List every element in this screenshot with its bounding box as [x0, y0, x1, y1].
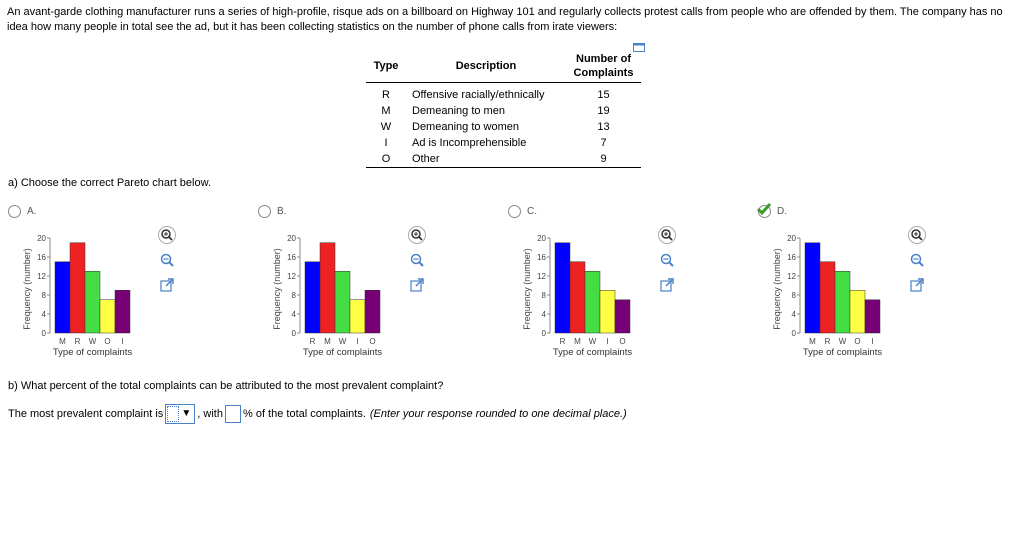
row-count: 9 — [566, 151, 641, 168]
bar-M — [320, 243, 335, 333]
row-description: Offensive racially/ethnically — [412, 89, 545, 101]
x-axis-label: Type of complaints — [802, 347, 883, 358]
radio-b[interactable] — [258, 205, 271, 218]
y-tick-label: 4 — [291, 310, 296, 319]
y-tick-label: 12 — [287, 272, 296, 281]
complaints-table — [366, 50, 641, 168]
radio-a[interactable] — [8, 205, 21, 218]
zoom-out-icon[interactable] — [408, 251, 426, 269]
y-axis-label: Frequency (number) — [772, 248, 782, 330]
x-tick-label: M — [59, 337, 66, 346]
zoom-in-icon[interactable] — [658, 226, 676, 244]
x-axis-label: Type of complaints — [302, 347, 383, 358]
y-axis-label: Frequency (number) — [272, 248, 282, 330]
question-b: b) What percent of the total complaints can be attributed to the most prevalent complaint? — [8, 380, 444, 392]
zoom-out-icon[interactable] — [158, 251, 176, 269]
x-tick-label: M — [324, 337, 331, 346]
row-type: O — [366, 151, 406, 168]
y-tick-label: 16 — [537, 253, 546, 262]
y-tick-label: 8 — [291, 291, 296, 300]
bar-O — [615, 300, 630, 333]
popout-icon[interactable] — [158, 276, 176, 294]
x-tick-label: I — [121, 337, 124, 346]
answer-line — [8, 404, 627, 424]
row-type: I — [384, 137, 388, 149]
x-tick-label: M — [574, 337, 581, 346]
bar-R — [555, 243, 570, 333]
x-tick-label: I — [871, 337, 874, 346]
x-tick-label: R — [74, 337, 81, 346]
bar-I — [865, 300, 880, 333]
y-tick-label: 0 — [791, 329, 796, 338]
checkmark-icon — [756, 202, 772, 216]
y-tick-label: 16 — [287, 253, 296, 262]
x-tick-label: W — [588, 337, 597, 346]
x-axis-label: Type of complaints — [552, 347, 633, 358]
zoom-controls-d — [908, 226, 930, 301]
x-tick-label: R — [309, 337, 316, 346]
percent-input[interactable] — [225, 405, 241, 423]
row-type: R — [382, 89, 390, 101]
y-tick-label: 4 — [541, 310, 546, 319]
header-count-label: Number of Complaints — [573, 53, 634, 79]
y-tick-label: 4 — [41, 310, 46, 319]
pareto-chart-b — [268, 227, 418, 387]
zoom-out-icon[interactable] — [658, 251, 676, 269]
y-tick-label: 8 — [791, 291, 796, 300]
bar-M — [55, 262, 70, 333]
select-focus-box — [167, 406, 179, 422]
rounding-instruction: (Enter your response rounded to one decimal place.) — [369, 408, 627, 420]
x-tick-label: M — [809, 337, 816, 346]
zoom-controls-c — [658, 226, 680, 301]
y-tick-label: 12 — [37, 272, 46, 281]
popout-icon[interactable] — [408, 276, 426, 294]
intro-text: An avant-garde clothing manufacturer runs a series of high-profile, risque ads on a billboard on Highway 101 and regularly collects protest calls from people who are offended by them. The company has no idea how many people in total see the ad, but it has been collecting statistics on the number of phone calls from irate viewers: — [7, 6, 1003, 33]
popout-icon[interactable] — [658, 276, 676, 294]
answer-suffix: % of the total complaints. — [242, 408, 366, 420]
option-label-a: A. — [27, 206, 37, 217]
row-description: Ad is Incomprehensible — [412, 137, 527, 149]
bar-I — [115, 290, 130, 333]
option-a[interactable] — [8, 205, 258, 370]
dropdown-arrow-icon: ▼ — [181, 408, 192, 419]
header-count — [566, 50, 641, 83]
row-count: 19 — [597, 105, 610, 117]
x-tick-label: O — [104, 337, 111, 346]
y-tick-label: 20 — [787, 234, 796, 243]
y-tick-label: 8 — [41, 291, 46, 300]
answer-prefix: The most prevalent complaint is — [8, 408, 164, 420]
popout-icon[interactable] — [908, 276, 926, 294]
option-c[interactable] — [508, 205, 758, 370]
y-tick-label: 20 — [37, 234, 46, 243]
zoom-out-icon[interactable] — [908, 251, 926, 269]
radio-c[interactable] — [508, 205, 521, 218]
bar-R — [70, 243, 85, 333]
bar-R — [305, 262, 320, 333]
x-tick-label: I — [356, 337, 359, 346]
row-count: 7 — [600, 137, 607, 149]
bar-W — [85, 271, 100, 333]
complaint-type-select[interactable] — [165, 404, 195, 424]
pareto-chart-c — [518, 227, 668, 387]
bar-O — [365, 290, 380, 333]
bar-M — [805, 243, 820, 333]
y-tick-label: 12 — [787, 272, 796, 281]
option-b[interactable] — [258, 205, 508, 370]
bar-M — [570, 262, 585, 333]
y-axis-label: Frequency (number) — [22, 248, 32, 330]
row-description: Demeaning to women — [412, 121, 520, 133]
y-tick-label: 0 — [291, 329, 296, 338]
zoom-controls-a — [158, 226, 180, 301]
question-a: a) Choose the correct Pareto chart below. — [8, 177, 211, 189]
x-axis-label: Type of complaints — [52, 347, 133, 358]
row-count: 15 — [597, 89, 610, 101]
y-axis-label: Frequency (number) — [522, 248, 532, 330]
x-tick-label: R — [824, 337, 831, 346]
bar-O — [100, 300, 115, 333]
y-tick-label: 12 — [537, 272, 546, 281]
bar-W — [585, 271, 600, 333]
x-tick-label: R — [559, 337, 566, 346]
pareto-chart-d — [768, 227, 918, 387]
option-label-c: C. — [527, 206, 537, 217]
option-label-d: D. — [777, 206, 787, 217]
x-tick-label: O — [854, 337, 861, 346]
zoom-controls-b — [408, 226, 430, 301]
header-type: Type — [366, 50, 406, 83]
bar-I — [600, 290, 615, 333]
bar-O — [850, 290, 865, 333]
bar-R — [820, 262, 835, 333]
option-label-b: B. — [277, 206, 287, 217]
bar-I — [350, 300, 365, 333]
row-description: Other — [406, 151, 566, 168]
y-tick-label: 16 — [787, 253, 796, 262]
answer-middle: , with — [197, 408, 223, 420]
x-tick-label: I — [606, 337, 609, 346]
y-tick-label: 16 — [37, 253, 46, 262]
bar-W — [835, 271, 850, 333]
y-tick-label: 20 — [287, 234, 296, 243]
y-tick-label: 0 — [41, 329, 46, 338]
x-tick-label: O — [619, 337, 626, 346]
row-count: 13 — [597, 121, 610, 133]
header-description: Description — [406, 50, 566, 83]
y-tick-label: 0 — [541, 329, 546, 338]
option-d[interactable] — [758, 205, 1008, 370]
zoom-in-icon[interactable] — [408, 226, 426, 244]
y-tick-label: 4 — [791, 310, 796, 319]
x-tick-label: W — [338, 337, 347, 346]
x-tick-label: O — [369, 337, 376, 346]
row-type: W — [380, 121, 392, 133]
bar-W — [335, 271, 350, 333]
y-tick-label: 20 — [537, 234, 546, 243]
x-tick-label: W — [838, 337, 847, 346]
y-tick-label: 8 — [541, 291, 546, 300]
zoom-in-icon[interactable] — [158, 226, 176, 244]
zoom-in-icon[interactable] — [908, 226, 926, 244]
row-description: Demeaning to men — [412, 105, 505, 117]
pareto-chart-a — [18, 227, 168, 387]
x-tick-label: W — [88, 337, 97, 346]
row-type: M — [381, 105, 391, 117]
